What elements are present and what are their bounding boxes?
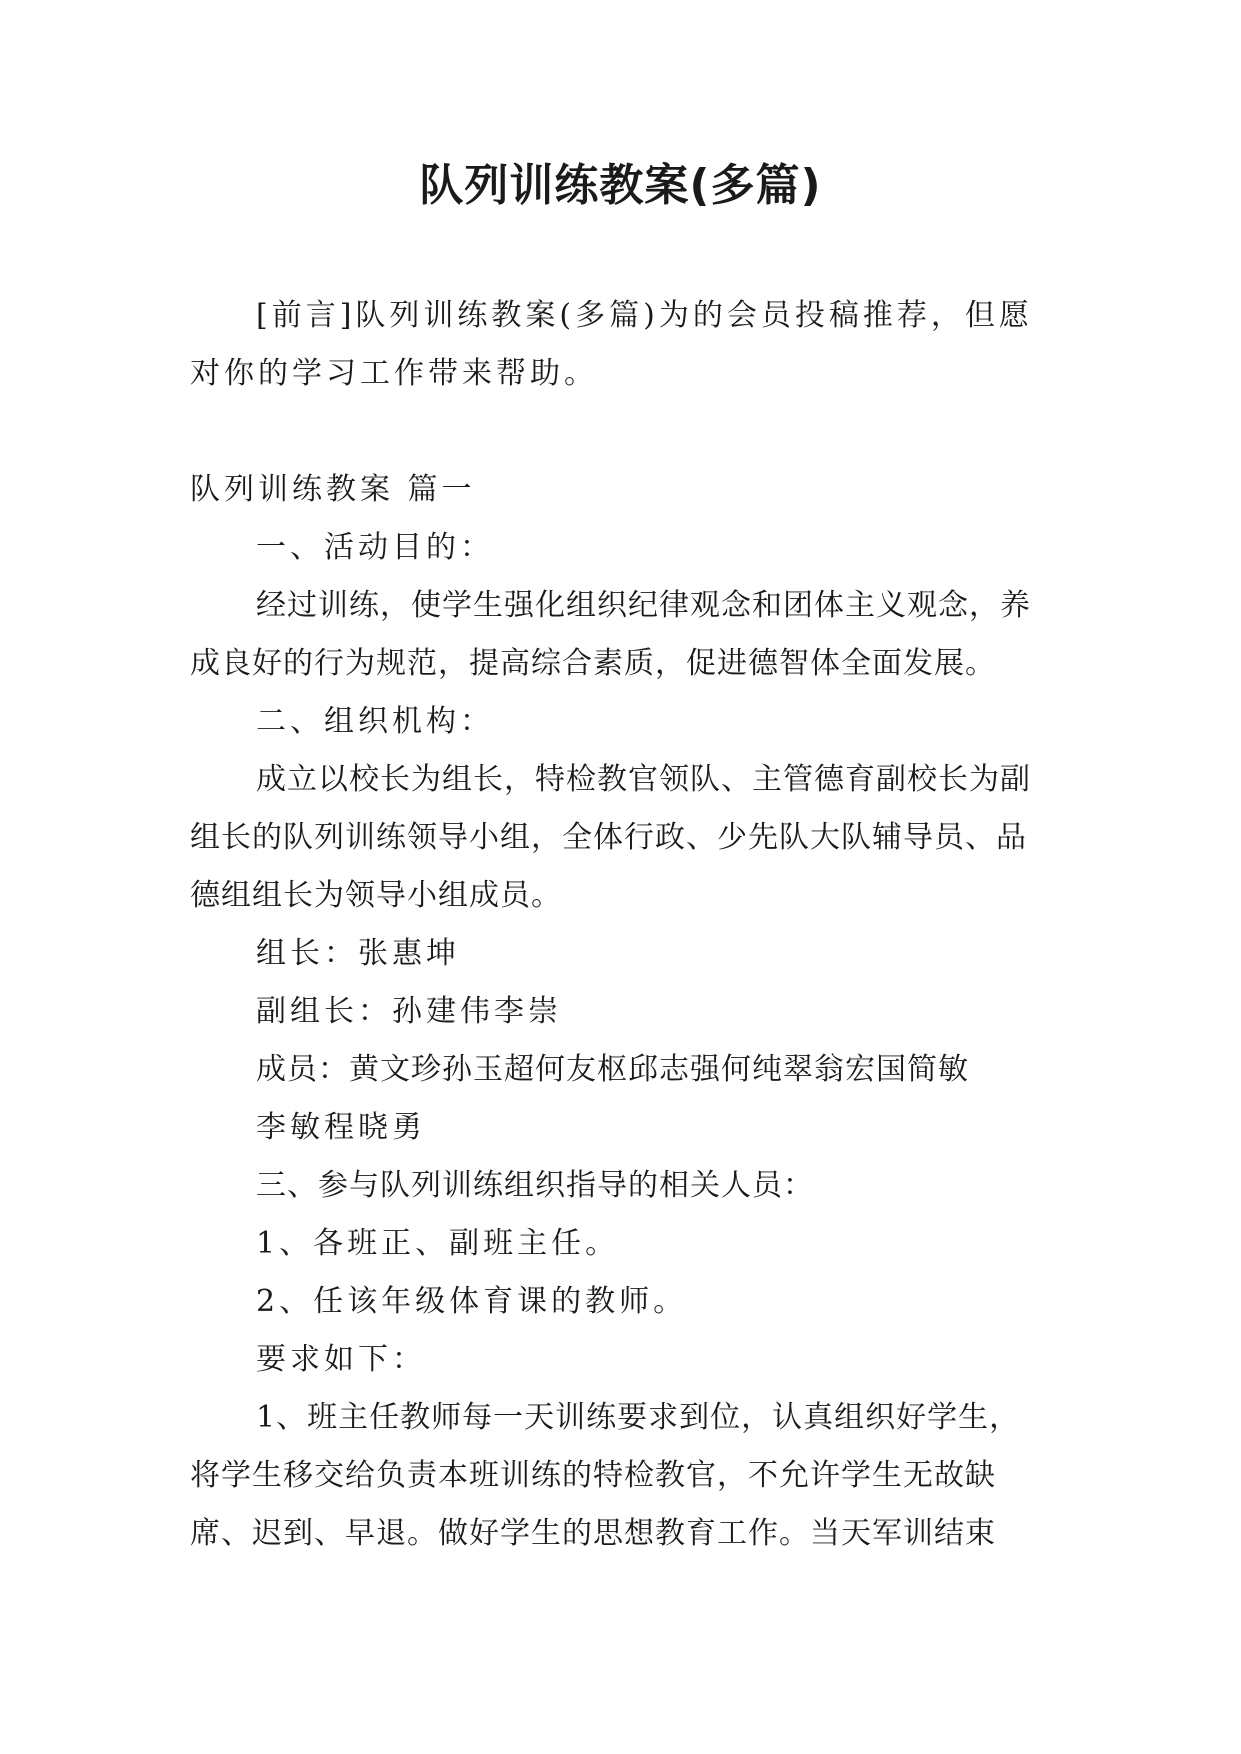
paragraph-organization: 成立以校长为组长，特检教官领队、主管德育副校长为副组长的队列训练领导小组，全体行政、少先队大队辅导员、品德组组长为领导小组成员。 <box>190 762 1031 913</box>
preface-paragraph: [前言]队列训练教案(多篇)为的会员投稿推荐，但愿对你的学习工作带来帮助。 <box>190 298 1033 391</box>
list-item-1: 1、各班正、副班主任。 <box>256 1226 620 1261</box>
document-title: 队列训练教案(多篇) <box>419 160 822 211</box>
line-members-continued: 李敏程晓勇 <box>256 1110 426 1145</box>
line-deputy-leader: 副组长：孙建伟李崇 <box>256 994 562 1029</box>
list-item-2: 2、任该年级体育课的教师。 <box>256 1284 688 1319</box>
section-heading: 队列训练教案 篇一 <box>190 472 476 507</box>
line-leader: 组长：张惠坤 <box>256 936 460 971</box>
heading-related-personnel: 三、参与队列训练组织指导的相关人员： <box>256 1168 814 1203</box>
paragraph-requirement-1: 1、班主任教师每一天训练要求到位，认真组织好学生，将学生移交给负责本班训练的特检教官，不允许学生无故缺席、迟到、早退。做好学生的思想教育工作。当天军训结束 <box>190 1400 1021 1551</box>
document-body <box>190 287 1050 1563</box>
heading-requirements: 要求如下： <box>256 1342 426 1377</box>
paragraph-purpose: 经过训练，使学生强化组织纪律观念和团体主义观念，养成良好的行为规范，提高综合素质，促进德智体全面发展。 <box>190 588 1031 681</box>
paragraph-spacer <box>190 403 1050 461</box>
heading-activity-purpose: 一、活动目的： <box>256 530 494 565</box>
line-members: 成员：黄文珍孙玉超何友枢邱志强何纯翠翁宏国简敏 <box>256 1052 969 1087</box>
heading-organization: 二、组织机构： <box>256 704 494 739</box>
